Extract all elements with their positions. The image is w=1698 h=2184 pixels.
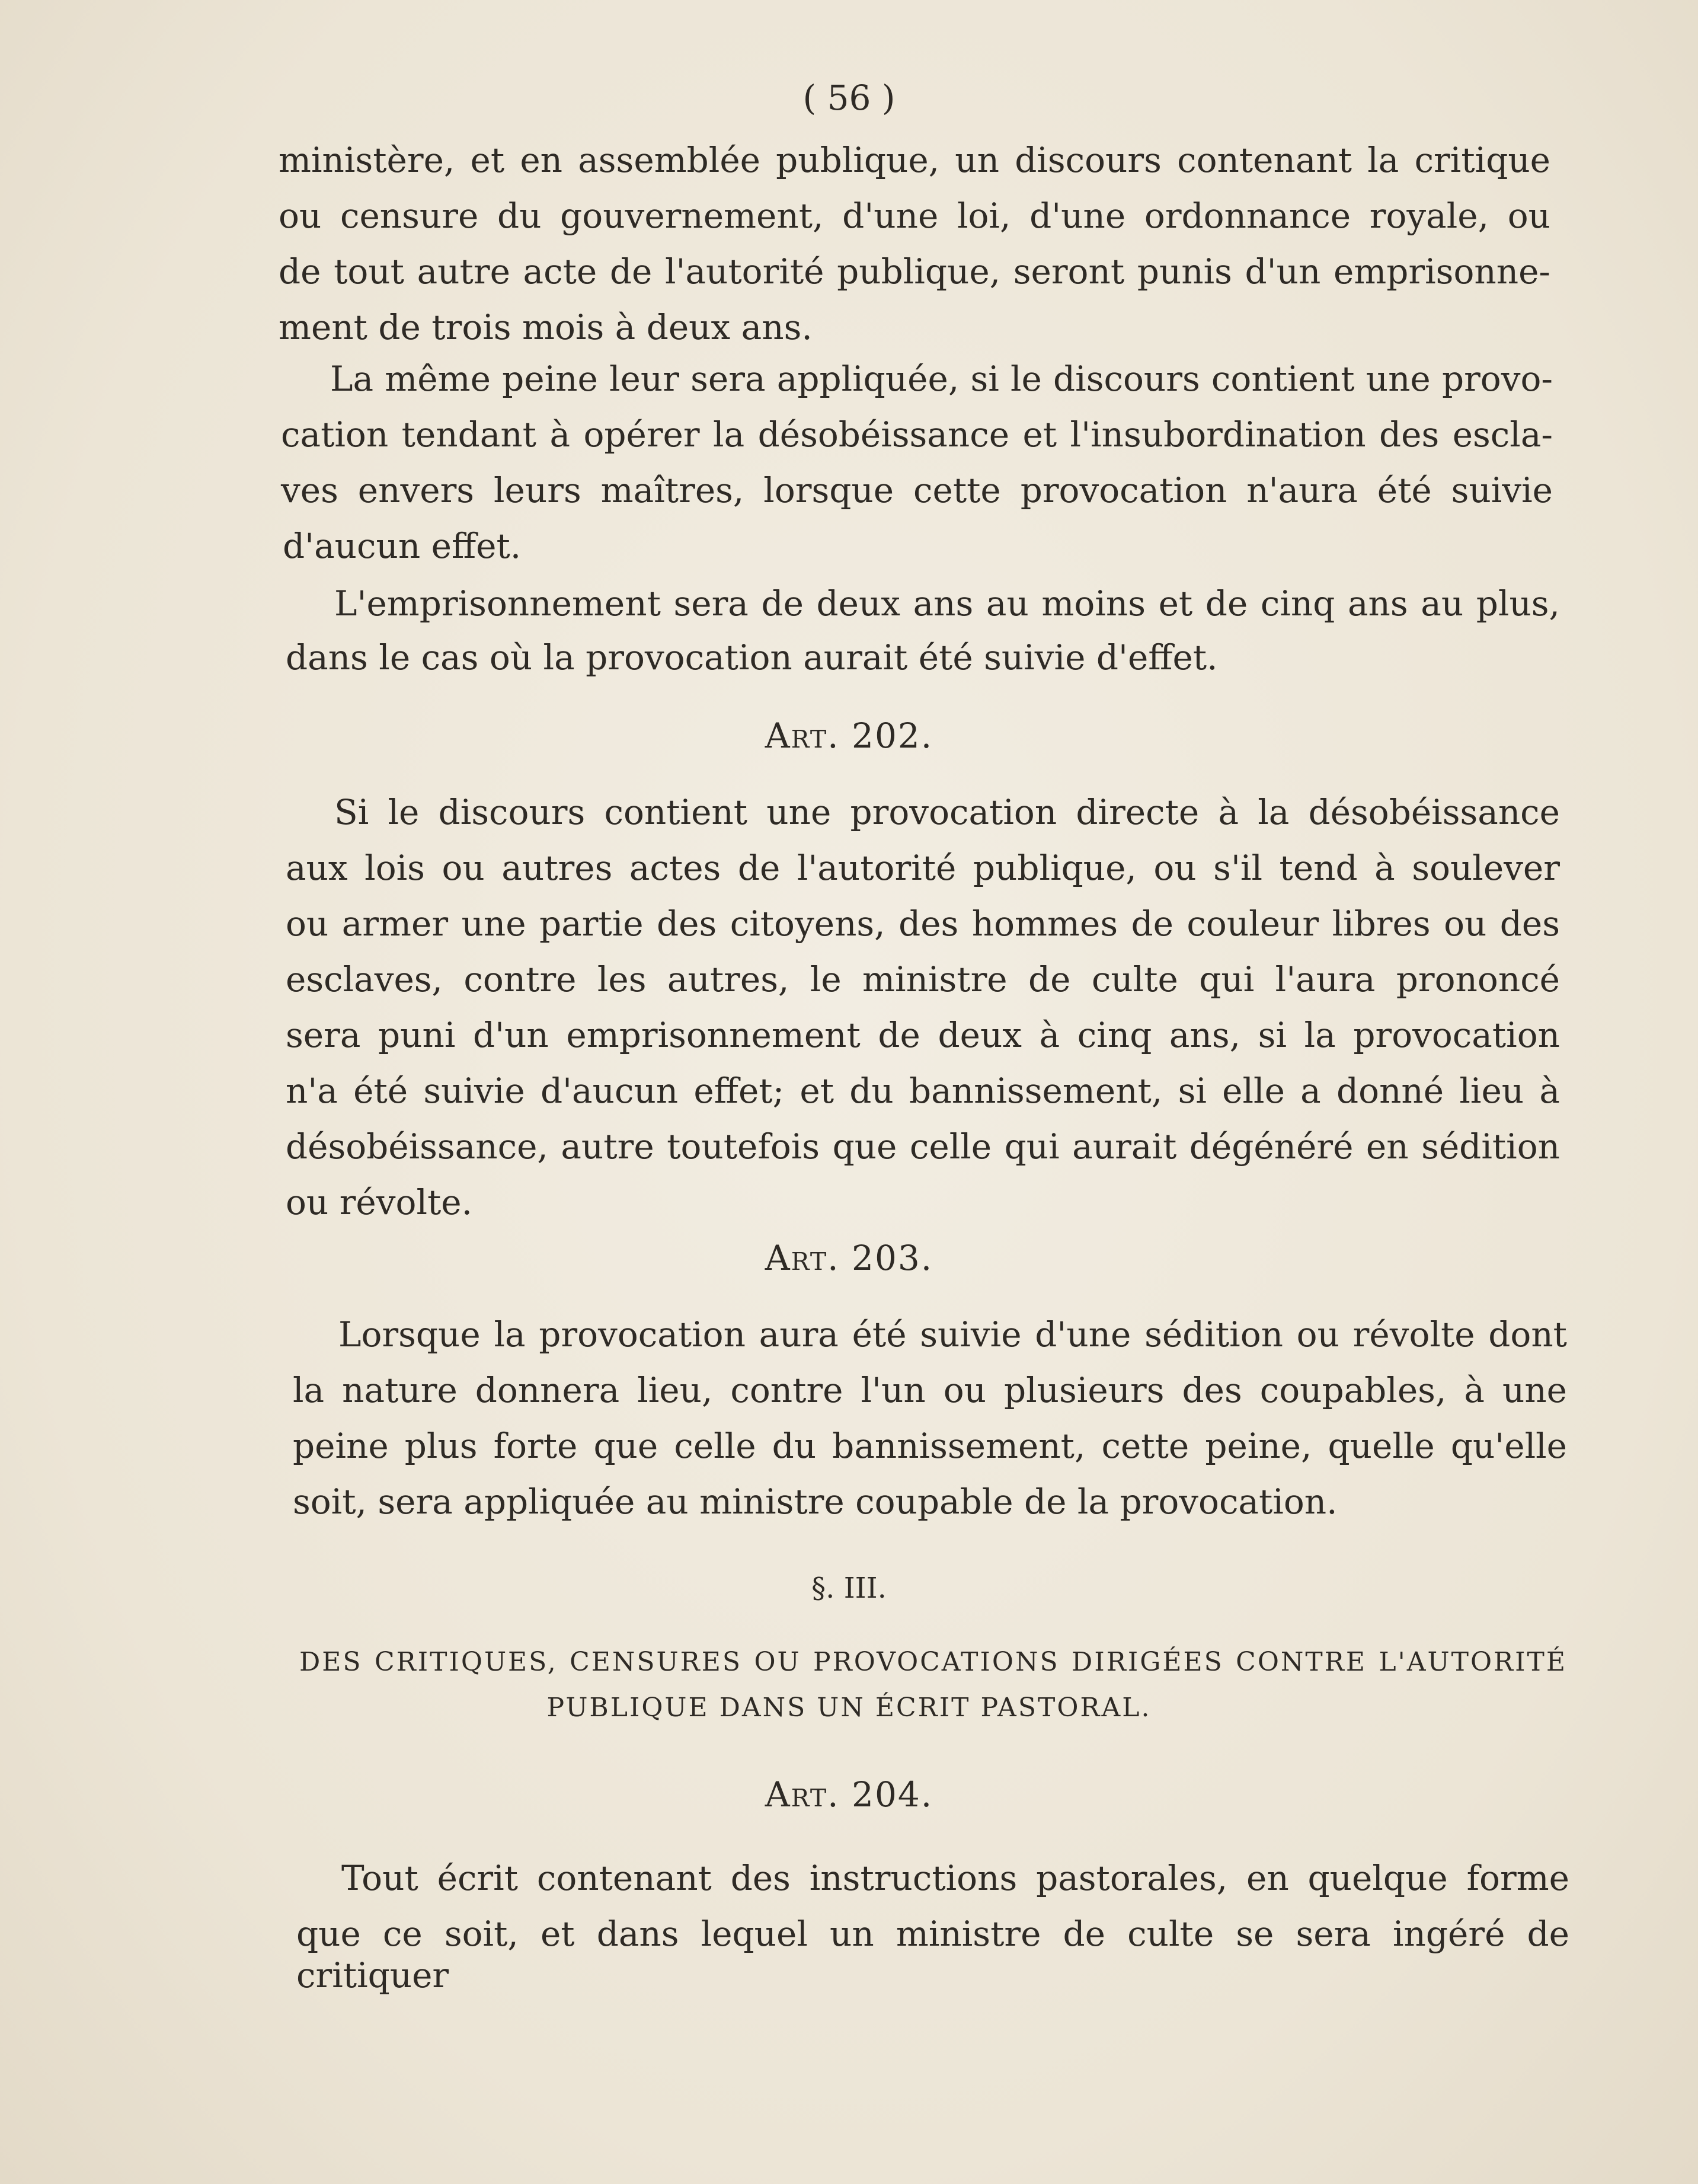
text-line: ou censure du gouvernement, d'une loi, d'une ordonnance royale, ou (279, 196, 1550, 236)
text-line: Tout écrit contenant des instructions pastorales, en quelque forme (341, 1858, 1569, 1898)
text-line: que ce soit, et dans lequel un ministre de culte se sera ingéré de critiquer (296, 1914, 1569, 1995)
text-line: L'emprisonnement sera de deux ans au moins et de cinq ans au plus, (334, 583, 1560, 624)
text-line: dans le cas où la provocation aurait été suivie d'effet. (286, 637, 1218, 678)
text-line: aux lois ou autres actes de l'autorité publique, ou s'il tend à soulever (286, 848, 1560, 888)
text-line: ou armer une partie des citoyens, des hommes de couleur libres ou des (286, 903, 1560, 944)
text-line: sera puni d'un emprisonnement de deux à cinq ans, si la provocation (286, 1015, 1560, 1055)
text-line: Si le discours contient une provocation directe à la désobéissance (334, 792, 1560, 832)
text-line: d'aucun effet. (283, 526, 522, 566)
text-line: ou révolte. (286, 1182, 473, 1222)
section-number: §. III. (811, 1572, 887, 1605)
text-line: Lorsque la provocation aura été suivie d'une sédition ou révolte dont (338, 1314, 1567, 1355)
article-heading: Art. 204. (765, 1774, 933, 1815)
text-line: cation tendant à opérer la désobéissance et l'insubordination des escla- (281, 414, 1553, 455)
text-line: la nature donnera lieu, contre l'un ou plusieurs des coupables, à une (293, 1370, 1567, 1410)
section-title: PUBLIQUE DANS UN ÉCRIT PASTORAL. (546, 1693, 1152, 1723)
article-heading: Art. 202. (765, 716, 933, 756)
text-line: soit, sera appliquée au ministre coupable de la provocation. (293, 1481, 1338, 1522)
text-line: n'a été suivie d'aucun effet; et du bannissement, si elle a donné lieu à (286, 1071, 1560, 1111)
text-line: de tout autre acte de l'autorité publique, seront punis d'un emprisonne- (279, 251, 1550, 292)
text-line: ministère, et en assemblée publique, un discours contenant la critique (279, 140, 1550, 180)
section-title: DES CRITIQUES, CENSURES OU PROVOCATIONS DIRIGÉES CONTRE L'AUTORITÉ (299, 1647, 1567, 1677)
article-heading: Art. 203. (765, 1238, 933, 1278)
text-line: ment de trois mois à deux ans. (279, 307, 813, 347)
text-line: peine plus forte que celle du bannissement, cette peine, quelle qu'elle (293, 1426, 1567, 1466)
text-line: esclaves, contre les autres, le ministre de culte qui l'aura prononcé (286, 959, 1560, 1000)
text-line: ves envers leurs maîtres, lorsque cette provocation n'aura été suivie (281, 470, 1553, 510)
text-line: La même peine leur sera appliquée, si le discours contient une provo- (330, 359, 1553, 399)
text-line: désobéissance, autre toutefois que celle qui aurait dégénéré en sédition (286, 1126, 1560, 1167)
page-number: ( 56 ) (802, 78, 896, 118)
